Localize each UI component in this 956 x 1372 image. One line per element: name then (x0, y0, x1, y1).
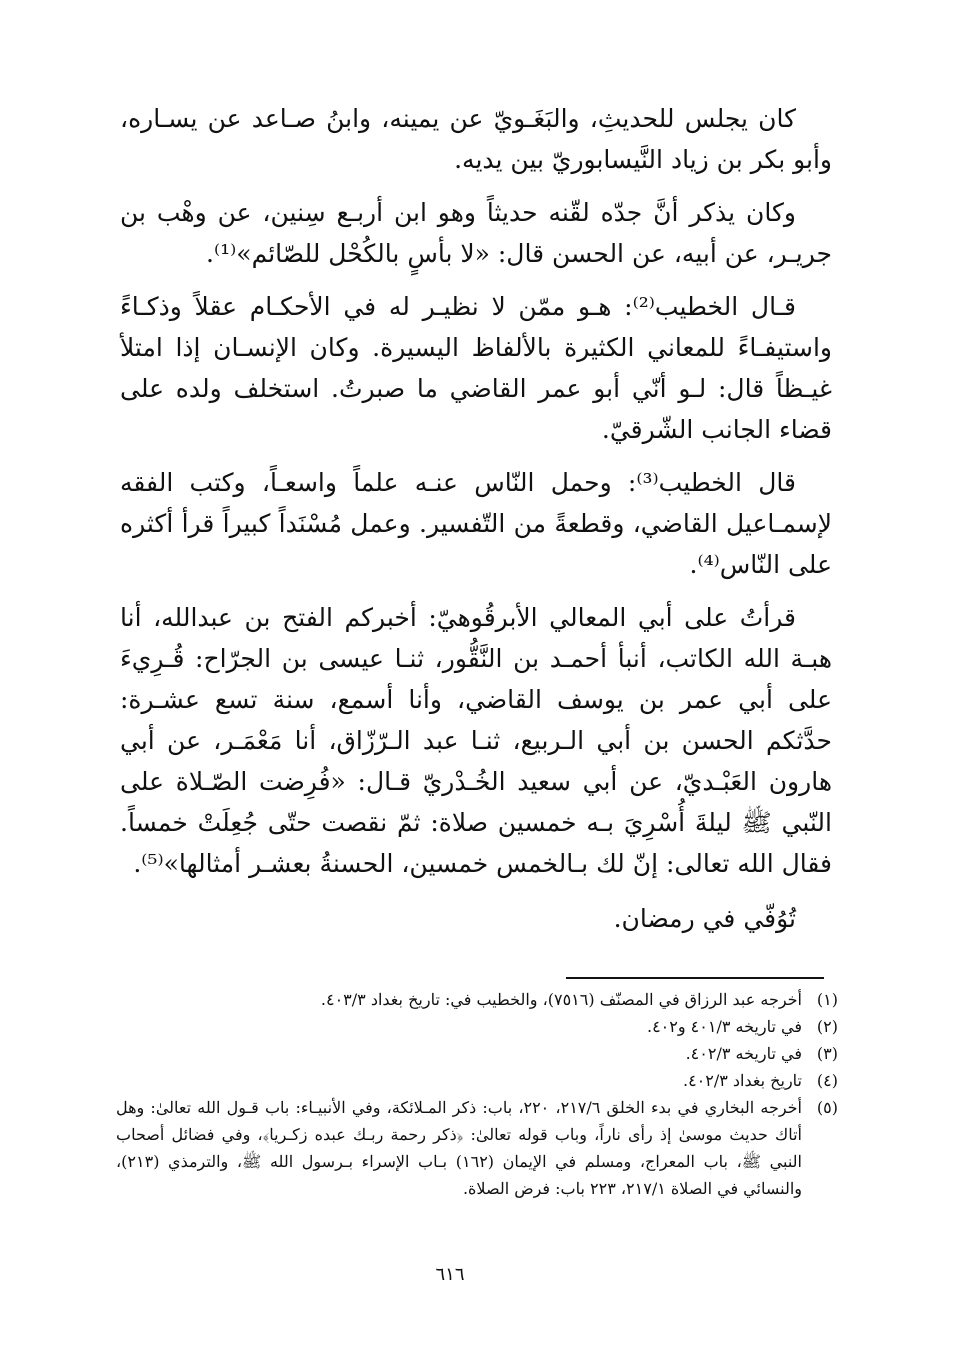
paragraph-2: وكان يذكر أنَّ جدّه لقّنه حديثاً وهو ابن أربـع سِنين، عن وهْب بن جريـر، عن أبيه، عن الحسن قال: «لا بأسٍ بالكُحْل للصّائم»⁽¹⁾. (120, 198, 832, 268)
main-text (120, 98, 832, 951)
footnote-text: في تاريخه ٤٠١/٣ و٤٠٢. (646, 1017, 802, 1036)
footnote-number: (٥) (816, 1098, 838, 1117)
paragraph-1: كان يجلس للحديثِ، والبَغَـويّ عن يمينه، وابنُ صـاعد عن يسـاره، وأبو بكر بن زياد النَّيسابوريّ بين يديه. (120, 104, 832, 174)
footnote-number: (٤) (816, 1071, 838, 1090)
footnote-1 (116, 986, 838, 1013)
footnote-number: (٣) (816, 1044, 838, 1063)
footnote-text: أخرجه عبد الرزاق في المصنّف (٧٥١٦)، والخطيب في: تاريخ بغداد ٤٠٣/٣. (320, 990, 802, 1009)
footnote-text: أخرجه البخاري في بدء الخلق ٢١٧/٦، ٢٢٠، باب: ذكر المـلائكة، وفي الأنبيـاء: باب قـول الله تعالىٰ: وهل أتاك حديث موسىٰ إذ رأى ناراً، وباب قوله تعالىٰ: ﴿ذكر رحمة ربـك عبده زكـريا﴾، وفي فضائل أصحاب النبي ﷺ، باب المعراج، ومسلم في الإيمان (١٦٢) بـاب الإسراء بـرسول الله ﷺ، والترمذي (٢١٣)، والنسائي في الصلاة ٢١٧/١، ٢٢٣ باب: فرض الصلاة. (116, 1098, 803, 1198)
footnote-5 (116, 1094, 838, 1202)
paragraph-5: قرأتُ على أبي المعالي الأبرقُوهيّ: أخبركم الفتح بن عبدالله، أنا هبـة الله الكاتب، أنبأ أحمـد بن النَّقُّور، ثنـا عيسى بن الجرّاح: قُـرِيءَ على أبي عمر بن يوسف القاضي، وأنا أسمع، سنة تسع عشـرة: حدَّثكم الحسن بن أبي الـربيع، ثنـا عبد الـرّزّاق، أنا مَعْمَـر، عن أبي هارون العَبْـديّ، عن أبي سعيد الخُـدْريّ قـال: «فُرِضت الصّـلاة على النّبي ﷺ ليلةَ أُسْرِيَ بـه خمسين صلاة: ثمّ نقصت حتّى جُعِلَتْ خمساً. فقال الله تعالى: إنّ لك بـالخمس خمسين، الحسنةُ بعشـر أمثالها»⁽⁵⁾. (120, 603, 832, 878)
footnote-text: تاريخ بغداد ٤٠٢/٣. (682, 1071, 802, 1090)
footnote-number: (٢) (816, 1017, 838, 1036)
footnote-4 (116, 1067, 838, 1094)
footnote-number: (١) (816, 990, 838, 1009)
paragraph-4: قال الخطيب⁽³⁾: وحمل النّاس عنـه علماً واسعـاً، وكتب الفقه لإسمـاعيل القاضي، وقطعةً من التّفسير. وعمل مُسْنَداً كبيراً قرأ أكثره على النّاس⁽⁴⁾. (120, 468, 832, 579)
closing-line: تُوُفّي في رمضان. (613, 904, 796, 933)
footnote-separator (566, 977, 824, 979)
paragraph-3: قـال الخطيب⁽²⁾: هـو ممّن لا نظيـر له في الأحكـام عقلاً وذكـاءً واستيفـاءً للمعاني الكثيرة بالألفاظ اليسيرة. وكان الإنسـان إذا امتلأ غيـظاً قال: لـو أنّي أبو عمر القاضي ما صبرتُ. استخلف ولده على قضاء الجانب الشّرقيّ. (120, 292, 832, 444)
footnote-3 (116, 1040, 838, 1067)
footnote-text: في تاريخه ٤٠٢/٣. (685, 1044, 802, 1063)
footnotes (116, 986, 838, 1202)
page-number: ٦١٦ (435, 1264, 465, 1285)
footnote-2 (116, 1013, 838, 1040)
